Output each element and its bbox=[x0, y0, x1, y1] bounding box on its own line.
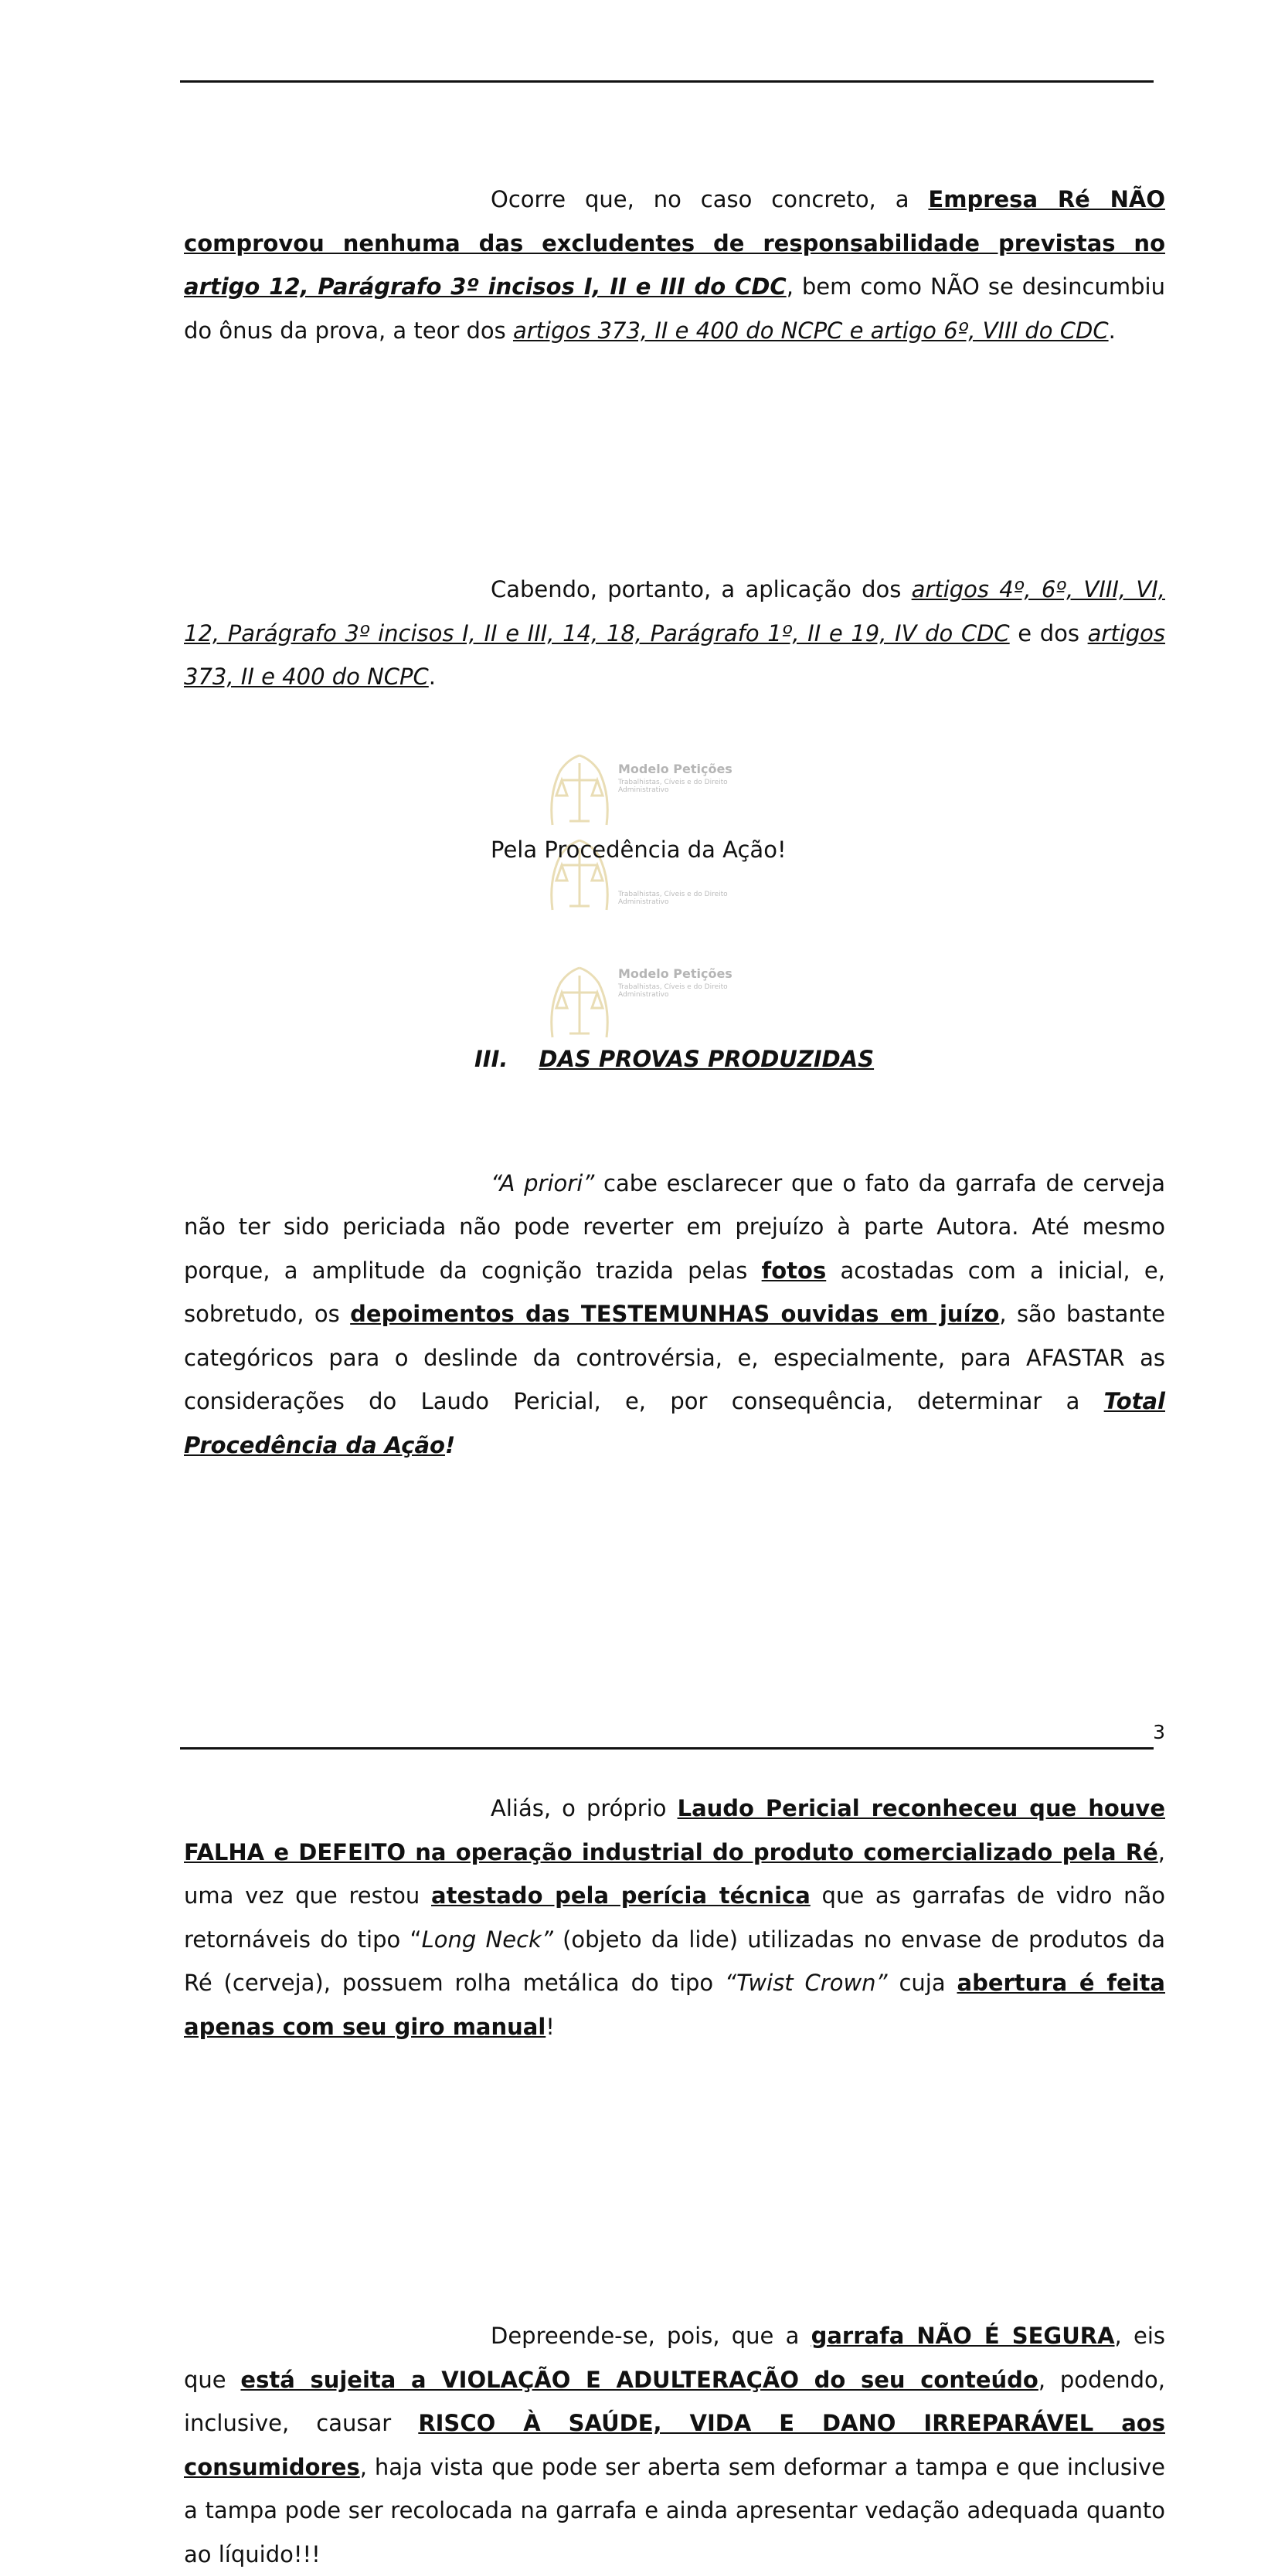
paragraph-a-priori: “A priori” cabe esclarecer que o fato da garrafa de cerveja não ter sido periciada não pode reverter em prejuízo à parte Autora. Até mesmo porque, a amplitude da cognição trazida pelas fotos acostadas com a inicial, e, sobretudo, os depoimentos das TESTEMUNHAS ouvidas em juízo, são bastante categóricos para o deslinde da controvérsia, e, especialmente, para AFASTAR as considerações do Laudo Pericial, e, por consequência, determinar a Total Procedência da Ação! bbox=[184, 1169, 1165, 1458]
paragraph-laudo-pericial: Aliás, o próprio Laudo Pericial reconheceu que houve FALHA e DEFEITO na operação industrial do produto comercializado pela Ré, uma vez que restou atestado pela perícia técnica que as garrafas de vidro não retornáveis do tipo “Long Neck” (objeto da lide) utilizadas no envase de produtos da Ré (cerveja), possuem rolha metálica do tipo “Twist Crown” cuja abertura é feita apenas com seu giro manual! bbox=[184, 1795, 1166, 2040]
section-number: III. bbox=[474, 1045, 508, 1072]
header-rule bbox=[180, 80, 1154, 83]
footer-rule bbox=[180, 1747, 1154, 1750]
paragraph-procedencia: Pela Procedência da Ação! bbox=[491, 836, 787, 863]
scales-seal-icon bbox=[545, 748, 614, 840]
watermark-title: Modelo Petições bbox=[618, 762, 732, 776]
paragraph-garrafa-nao-segura: Depreende-se, pois, que a garrafa NÃO É SEGURA, eis que está sujeita a VIOLAÇÃO E ADULTERAÇÃO do seu conteúdo, podendo, inclusive, causar RISCO À SAÚDE, VIDA E DANO IRREPARÁVEL aos consumidores, haja vista que pode ser aberta sem deformar a tampa e que inclusive a tampa pode ser recolocada na garrafa e ainda apresentar vedação adequada quanto ao líquido!!! bbox=[184, 2323, 1166, 2568]
paragraph-applicable-articles: Cabendo, portanto, a aplicação dos artigos 4º, 6º, VIII, VI, 12, Parágrafo 3º incisos I, II e III, 14, 18, Parágrafo 1º, II e 19, IV do CDC e dos artigos 373, II e 400 do NCPC. bbox=[184, 576, 1166, 690]
watermark-subtitle: Trabalhistas, Cíveis e do Direito Administrativo bbox=[618, 983, 728, 999]
watermark-subtitle: Trabalhistas, Cíveis e do Direito Administrativo bbox=[618, 891, 728, 906]
watermark-title: Modelo Petições bbox=[618, 966, 732, 981]
paragraph-burden-of-proof: Ocorre que, no caso concreto, a Empresa Ré NÃO comprovou nenhuma das excludentes de responsabilidade previstas no artigo 12, Parágrafo 3º incisos I, II e III do CDC, bem como NÃO se desincumbiu do ônus da prova, a teor dos artigos 373, II e 400 do NCPC e artigo 6º, VIII do CDC. bbox=[184, 186, 1165, 344]
section-title: DAS PROVAS PRODUZIDAS bbox=[539, 1045, 875, 1072]
watermark-subtitle: Trabalhistas, Cíveis e do Direito Administrativo bbox=[618, 779, 728, 794]
page-number: 3 bbox=[1153, 1721, 1165, 1743]
watermark-logo bbox=[545, 748, 738, 1064]
section-heading bbox=[474, 1046, 1278, 1072]
scales-seal-icon bbox=[545, 960, 614, 1053]
